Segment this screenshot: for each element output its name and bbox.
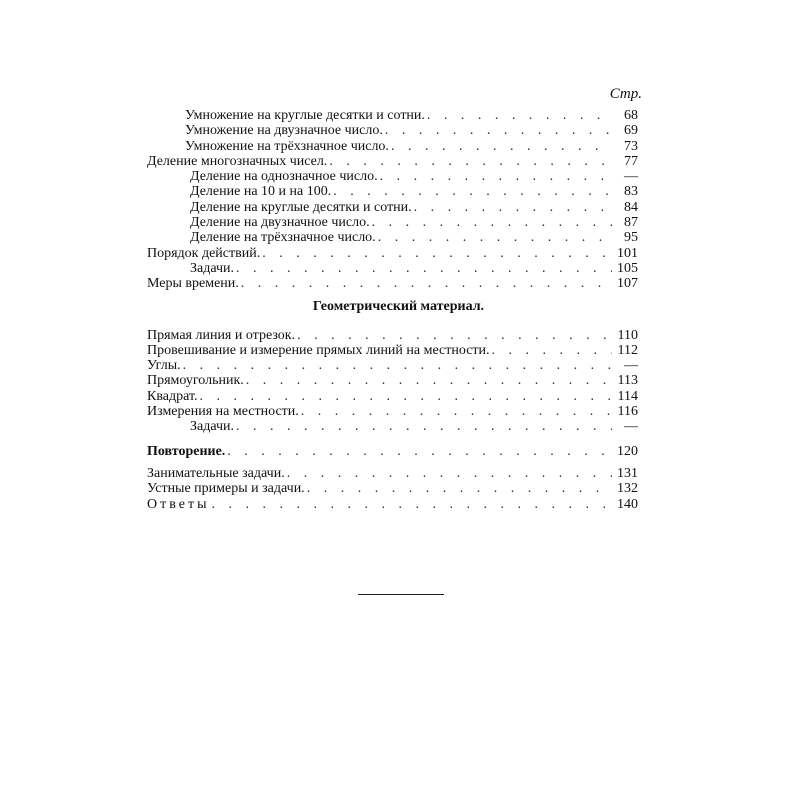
- dot-leader: [427, 108, 612, 123]
- toc-entry-page: 107: [617, 276, 638, 292]
- toc-entry-title: Умножение на трёхзначное число.: [185, 138, 389, 154]
- toc-entry: [147, 200, 638, 215]
- toc-entry-title: Повторение.: [147, 443, 226, 459]
- toc-entry-title: Углы.: [147, 358, 181, 374]
- toc-entry-title: Порядок действий.: [147, 245, 261, 261]
- toc-entry-title: Измерения на местности.: [147, 404, 299, 420]
- toc-entry-page: 112: [617, 342, 638, 358]
- spacer: [147, 435, 638, 444]
- toc-entry-title: Ответы: [147, 496, 210, 512]
- dot-leader: [301, 404, 612, 419]
- toc-entry: [147, 169, 638, 184]
- toc-entry: [147, 139, 638, 154]
- toc-entry-title: Устные примеры и задачи.: [147, 481, 305, 497]
- toc-entry-title: Деление на круглые десятки и сотни.: [190, 199, 412, 215]
- toc-entry-page: 113: [617, 373, 638, 389]
- toc-entry: [147, 123, 638, 138]
- toc-entry-title: Занимательные задачи.: [147, 465, 285, 481]
- dot-leader: [380, 169, 612, 184]
- dot-leader: [200, 389, 612, 404]
- toc-entry-page: 110: [617, 327, 638, 343]
- toc-entry-page: 73: [624, 138, 638, 154]
- toc-entry-title: Деление на трёхзначное число.: [190, 230, 376, 246]
- dot-leader: [329, 154, 612, 169]
- dot-leader: [378, 230, 612, 245]
- toc-entry: [147, 404, 638, 419]
- toc-entry-title: Квадрат.: [147, 388, 198, 404]
- dot-leader: [262, 246, 612, 261]
- dot-leader: [372, 215, 612, 230]
- toc-entry: [147, 230, 638, 245]
- toc-entry-title: Умножение на двузначное число.: [185, 123, 383, 139]
- dot-leader: [492, 343, 612, 358]
- toc-entry: [147, 184, 638, 199]
- toc-entry-title: Прямая линия и отрезок.: [147, 327, 296, 343]
- dot-leader: [236, 419, 612, 434]
- dot-leader: [385, 123, 612, 138]
- toc-entry: [147, 215, 638, 230]
- toc-entry-page: 120: [617, 443, 638, 459]
- toc-entry-page: 84: [624, 199, 638, 215]
- toc-entry-page: 101: [617, 245, 638, 261]
- toc-entry: [147, 389, 638, 404]
- toc-entry-title: Деление на двузначное число.: [190, 215, 370, 231]
- toc-entry: [147, 466, 638, 481]
- toc-entry: [147, 419, 638, 434]
- dot-leader: [183, 358, 612, 373]
- toc-entry-title: Деление на однозначное число.: [190, 169, 378, 185]
- toc-entry-review: [147, 444, 638, 459]
- dot-leader: [236, 261, 612, 276]
- section-title-geometry: Геометрический материал.: [312, 298, 485, 314]
- toc-entry-page: 69: [624, 123, 638, 139]
- dot-leader: [212, 497, 613, 512]
- toc-entry-title: Прямоугольник.: [147, 373, 244, 389]
- toc-entry-title: Умножение на круглые десятки и сотни.: [185, 108, 425, 123]
- dot-leader: [414, 200, 612, 215]
- toc-entry-answers: [147, 497, 638, 512]
- toc-entry-page: 131: [617, 465, 638, 481]
- toc-entry-page: 87: [624, 215, 638, 231]
- dot-leader: [333, 184, 612, 199]
- toc-entry: [147, 358, 638, 373]
- dot-leader: [241, 276, 612, 291]
- toc-entry: [147, 481, 638, 496]
- toc-entry: [147, 328, 638, 343]
- toc-entry: [147, 246, 638, 261]
- toc-entry-page: 83: [624, 184, 638, 200]
- toc-entry-title: Деление на 10 и на 100.: [190, 184, 332, 200]
- toc-entry-page: —: [624, 169, 638, 185]
- toc-entry: [147, 108, 638, 123]
- dot-leader: [227, 444, 612, 459]
- toc-entry: [147, 343, 638, 358]
- toc-entry-title: Меры времени.: [147, 276, 239, 292]
- dot-leader: [287, 466, 612, 481]
- dot-leader: [246, 373, 612, 388]
- dot-leader: [307, 481, 612, 496]
- spacer: [147, 459, 638, 466]
- toc-entry: [147, 154, 638, 169]
- toc-entry: [147, 373, 638, 388]
- toc-entry-page: 95: [624, 230, 638, 246]
- toc-entry-page: —: [624, 419, 638, 435]
- toc-entry-page: 132: [617, 481, 638, 497]
- toc-entry-page: 105: [617, 260, 638, 276]
- toc-entry-title: Задачи.: [190, 260, 235, 276]
- toc-entry-page: —: [624, 358, 638, 374]
- toc-entry-page: 116: [617, 404, 638, 420]
- toc-entry-title: Задачи.: [190, 419, 235, 435]
- page-column-header: Стр.: [609, 86, 642, 102]
- toc-entry-title: Провешивание и измерение прямых линий на местности.: [147, 342, 490, 358]
- dot-leader: [391, 139, 612, 154]
- table-of-contents: [147, 108, 638, 512]
- toc-entry-page: 140: [617, 496, 638, 512]
- toc-entry: [147, 276, 638, 291]
- toc-entry: [147, 261, 638, 276]
- toc-entry-page: 68: [624, 108, 638, 123]
- toc-entry-page: 77: [624, 153, 638, 169]
- dot-leader: [297, 328, 612, 343]
- toc-entry-title: Деление многозначных чисел.: [147, 153, 328, 169]
- toc-entry-page: 114: [617, 388, 638, 404]
- end-rule-divider: [358, 594, 444, 595]
